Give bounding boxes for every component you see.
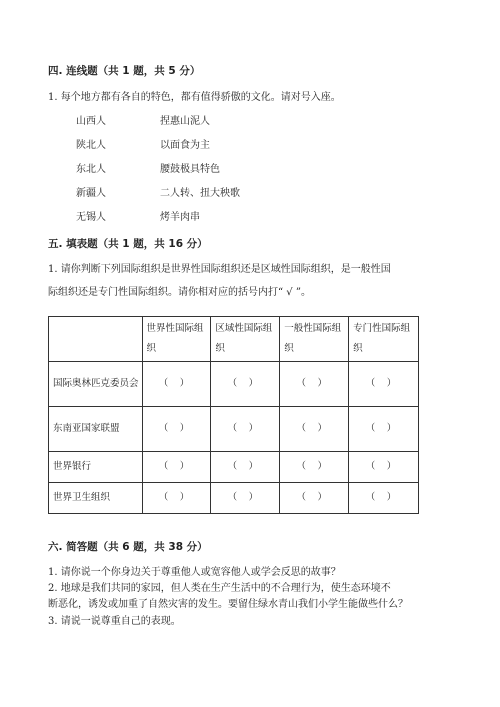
section-5-question-line: 1. 请你判断下列国际组织是世界性国际组织还是区域性国际组织，是一般性国 bbox=[48, 264, 391, 275]
match-right-item: 腰鼓极具特色 bbox=[160, 164, 220, 175]
organization-table bbox=[48, 316, 419, 514]
table-row bbox=[49, 362, 419, 407]
answer-parentheses[interactable]: （ ） bbox=[158, 461, 191, 472]
answer-parentheses[interactable]: （ ） bbox=[227, 423, 260, 434]
table-header-cell: 专门性国际组织 bbox=[349, 317, 419, 362]
table-row bbox=[49, 407, 419, 452]
table-header-cell: 世界性国际组织 bbox=[142, 317, 211, 362]
match-right-item: 以面食为主 bbox=[160, 140, 210, 151]
section-5-question-line: 际组织还是专门性国际组织。请你相对应的括号内打“ √ ”。 bbox=[48, 287, 311, 298]
table-header-row bbox=[49, 317, 419, 362]
short-answer-question: 3. 请说一说尊重自己的表现。 bbox=[48, 616, 181, 627]
answer-parentheses[interactable]: （ ） bbox=[296, 423, 328, 434]
match-left-item: 无锡人 bbox=[76, 212, 106, 223]
table-row bbox=[49, 483, 419, 514]
short-answer-question-continued: 断恶化，诱发或加重了自然灾害的发生。要留住绿水青山我们小学生能做些什么？ bbox=[48, 599, 408, 610]
table-row bbox=[49, 452, 419, 483]
organization-name: 国际奥林匹克委员会 bbox=[49, 362, 143, 407]
section-5-title: 五. 填表题（共 1 题，共 16 分） bbox=[48, 238, 208, 250]
match-left-item: 山西人 bbox=[76, 116, 106, 127]
section-4-title: 四. 连线题（共 1 题，共 5 分） bbox=[48, 65, 201, 77]
short-answer-question: 1. 请你说一个你身边关于尊重他人或宽容他人或学会反思的故事？ bbox=[48, 567, 341, 578]
answer-parentheses[interactable]: （ ） bbox=[296, 492, 328, 503]
answer-parentheses[interactable]: （ ） bbox=[365, 492, 398, 503]
answer-parentheses[interactable]: （ ） bbox=[365, 423, 398, 434]
answer-parentheses[interactable]: （ ） bbox=[296, 461, 328, 472]
section-4-question: 1. 每个地方都有各自的特色，都有值得骄傲的文化。请对号入座。 bbox=[48, 92, 341, 103]
answer-parentheses[interactable]: （ ） bbox=[227, 378, 260, 389]
short-answer-question: 2. 地球是我们共同的家园，但人类在生产生活中的不合理行为，使生态环境不 bbox=[48, 583, 391, 594]
match-left-item: 陕北人 bbox=[76, 140, 106, 151]
answer-parentheses[interactable]: （ ） bbox=[158, 423, 191, 434]
answer-parentheses[interactable]: （ ） bbox=[227, 492, 260, 503]
answer-parentheses[interactable]: （ ） bbox=[227, 461, 260, 472]
match-left-item: 新疆人 bbox=[76, 188, 106, 199]
table-header-cell: 区域性国际组织 bbox=[211, 317, 280, 362]
organization-name: 世界卫生组织 bbox=[49, 483, 143, 514]
organization-name: 东南亚国家联盟 bbox=[49, 407, 143, 452]
match-left-item: 东北人 bbox=[76, 164, 106, 175]
answer-parentheses[interactable]: （ ） bbox=[158, 378, 191, 389]
table-header-cell bbox=[49, 317, 143, 362]
match-right-item: 捏惠山泥人 bbox=[160, 116, 210, 127]
answer-parentheses[interactable]: （ ） bbox=[365, 378, 398, 389]
answer-parentheses[interactable]: （ ） bbox=[158, 492, 191, 503]
answer-parentheses[interactable]: （ ） bbox=[365, 461, 398, 472]
answer-parentheses[interactable]: （ ） bbox=[296, 378, 328, 389]
table-header-cell: 一般性国际组织 bbox=[280, 317, 349, 362]
section-6-title: 六. 简答题（共 6 题，共 38 分） bbox=[48, 541, 208, 553]
match-right-item: 二人转、扭大秧歌 bbox=[160, 188, 240, 199]
match-right-item: 烤羊肉串 bbox=[160, 212, 200, 223]
organization-name: 世界银行 bbox=[49, 452, 143, 483]
